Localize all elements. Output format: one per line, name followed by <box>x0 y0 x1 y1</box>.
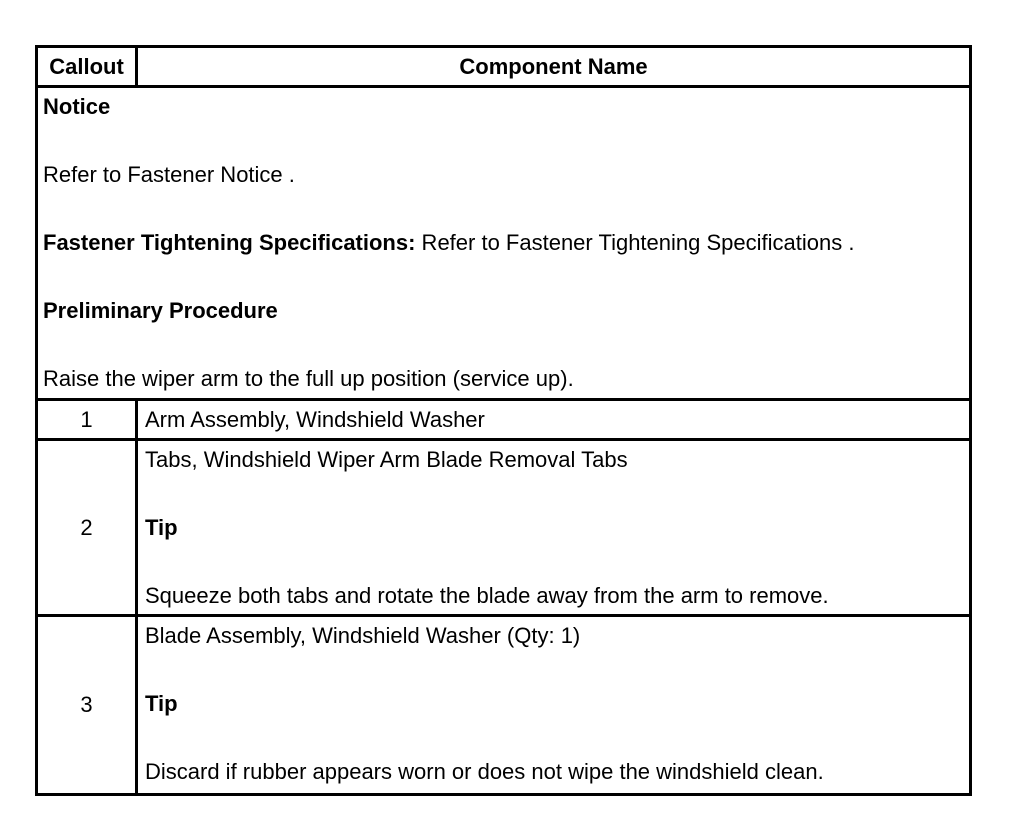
tip-label: Tip <box>145 691 178 716</box>
fastener-specs-label: Fastener Tightening Specifications: <box>43 230 416 255</box>
component-description <box>138 401 969 441</box>
tip-label: Tip <box>145 515 178 540</box>
notice-section <box>38 88 969 401</box>
notice-text: Refer to Fastener Notice . <box>43 162 295 187</box>
component-description <box>138 441 969 617</box>
header-component-name: Component Name <box>138 48 969 88</box>
fastener-specs <box>43 230 969 256</box>
header-callout: Callout <box>38 48 138 88</box>
procedure-text: Raise the wiper arm to the full up position (service up). <box>43 366 574 391</box>
component-table <box>35 45 972 796</box>
callout-number: 2 <box>38 441 138 617</box>
component-name: Arm Assembly, Windshield Washer <box>145 407 485 432</box>
callout-number: 3 <box>38 617 138 793</box>
component-name: Blade Assembly, Windshield Washer (Qty: 1) <box>145 623 581 648</box>
procedure-title: Preliminary Procedure <box>43 298 278 323</box>
callout-number: 1 <box>38 401 138 441</box>
fastener-specs-text: Refer to Fastener Tightening Specifications . <box>415 230 855 255</box>
notice-title: Notice <box>43 94 111 119</box>
component-name: Tabs, Windshield Wiper Arm Blade Removal Tabs <box>145 447 628 472</box>
tip-text: Squeeze both tabs and rotate the blade away from the arm to remove. <box>145 583 829 608</box>
component-description <box>138 617 969 793</box>
tip-text: Discard if rubber appears worn or does not wipe the windshield clean. <box>145 759 824 784</box>
